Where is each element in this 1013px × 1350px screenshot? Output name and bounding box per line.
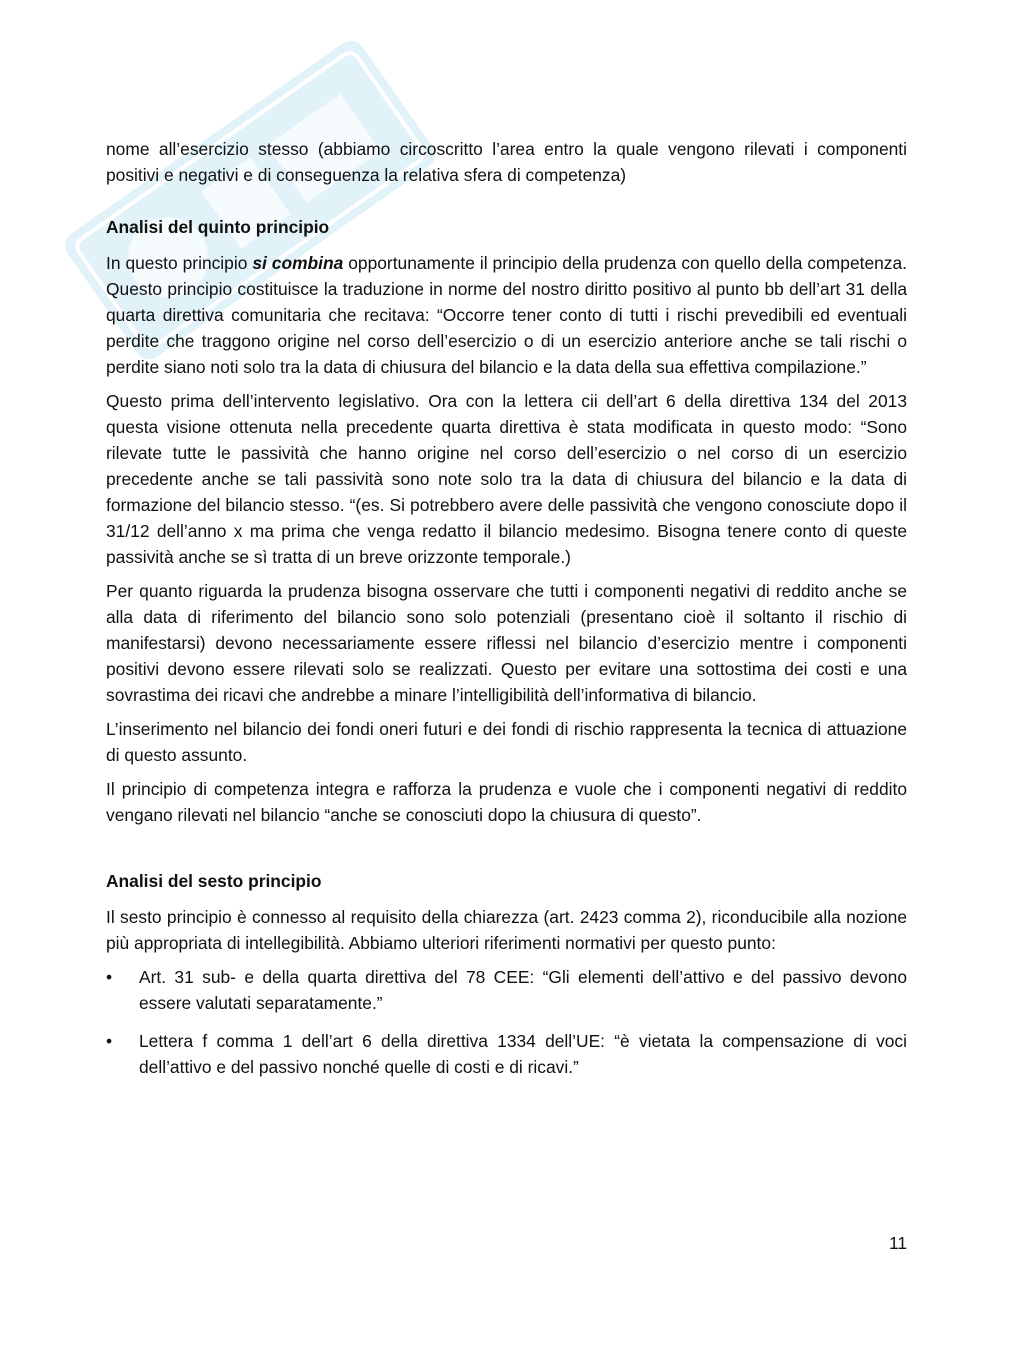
paragraph-top: nome all’esercizio stesso (abbiamo circoscritto l’area entro la quale vengono rilevati i componenti positivi e negativi e di conseguenza la relativa sfera di competenza)	[106, 139, 907, 185]
paragraph-quinto-4: L’inserimento nel bilancio dei fondi oneri futuri e dei fondi di rischio rappresenta la tecnica di attuazione di questo assunto.	[106, 719, 907, 765]
emphasis-si-combina: si combina	[252, 253, 344, 273]
page-number: 11	[888, 1233, 907, 1253]
paragraph-quinto-1: In questo principio si combina opportunamente il principio della prudenza con quello della competenza. Questo principio costituisce la traduzione in norme del nostro diritto positivo al punto bb dell’art 31 della quarta direttiva comunitaria che recitava: “Occorre tener conto di tutti i rischi prevedibili ed eventuali perdite che traggono origine nel corso dell’esercizio o di un esercizio anteriore anche se tali rischi o perdite siano noti solo tra la data di chiusura del bilancio e la data della sua effettiva compilazione.”	[106, 253, 908, 377]
paragraph-quinto-3: Per quanto riguarda la prudenza bisogna osservare che tutti i componenti negativi di reddito anche se alla data di riferimento del bilancio sono solo potenziali (presentano cioè il soltanto il rischio di manifestarsi) devono necessariamente essere riflessi nel bilancio d’esercizio mentre i componenti positivi devono essere rilevati solo se realizzati. Questo per evitare una sottostima dei costi e una sovrastima dei ricavi che andrebbe a minare l’intelligibilità dell’informativa di bilancio.	[106, 581, 907, 705]
bullet-icon: •	[106, 967, 113, 987]
paragraph-quinto-5: Il principio di competenza integra e rafforza la prudenza e vuole che i componenti negativi di reddito vengano rilevati nel bilancio “anche se conosciuti dopo la chiusura di questo”.	[106, 779, 907, 825]
paragraph-sesto-1: Il sesto principio è connesso al requisito della chiarezza (art. 2423 comma 2), riconducibile alla nozione più appropriata di intellegibilità. Abbiamo ulteriori riferimenti normativi per questo punto:	[106, 907, 907, 953]
section-heading-quinto: Analisi del quinto principio	[106, 217, 330, 237]
list-item: • Lettera f comma 1 dell’art 6 della direttiva 1334 dell’UE: “è vietata la compensazione di voci dell’attivo e del passivo nonché quelle di costi e di ricavi.”	[106, 1028, 907, 1080]
bullet-list	[106, 964, 907, 1080]
section-heading-sesto: Analisi del sesto principio	[106, 871, 322, 891]
paragraph-quinto-2: Questo prima dell’intervento legislativo. Ora con la lettera cii dell’art 6 della direttiva 134 del 2013 questa visione ottenuta nella precedente quarta direttiva è stata modificata in questo modo: “Sono rilevate tutte le passività che hanno origine nel corso dell’esercizio o nel corso di un esercizio precedente anche se tali passività sono note solo tra la data di chiusura del bilancio e la data di formazione del bilancio stesso. “(es. Si potrebbero avere delle passività che vengono conosciute dopo il 31/12 dell’anno x ma prima che venga redatto il bilancio medesimo. Bisogna tenere conto di queste passività anche se sì tratta di un breve orizzonte temporale.)	[106, 391, 907, 567]
list-item: • Art. 31 sub- e della quarta direttiva del 78 CEE: “Gli elementi dell’attivo e del passivo devono essere valutati separatamente.”	[106, 964, 907, 1016]
bullet-icon: •	[106, 1031, 113, 1051]
document-body	[106, 136, 907, 1092]
